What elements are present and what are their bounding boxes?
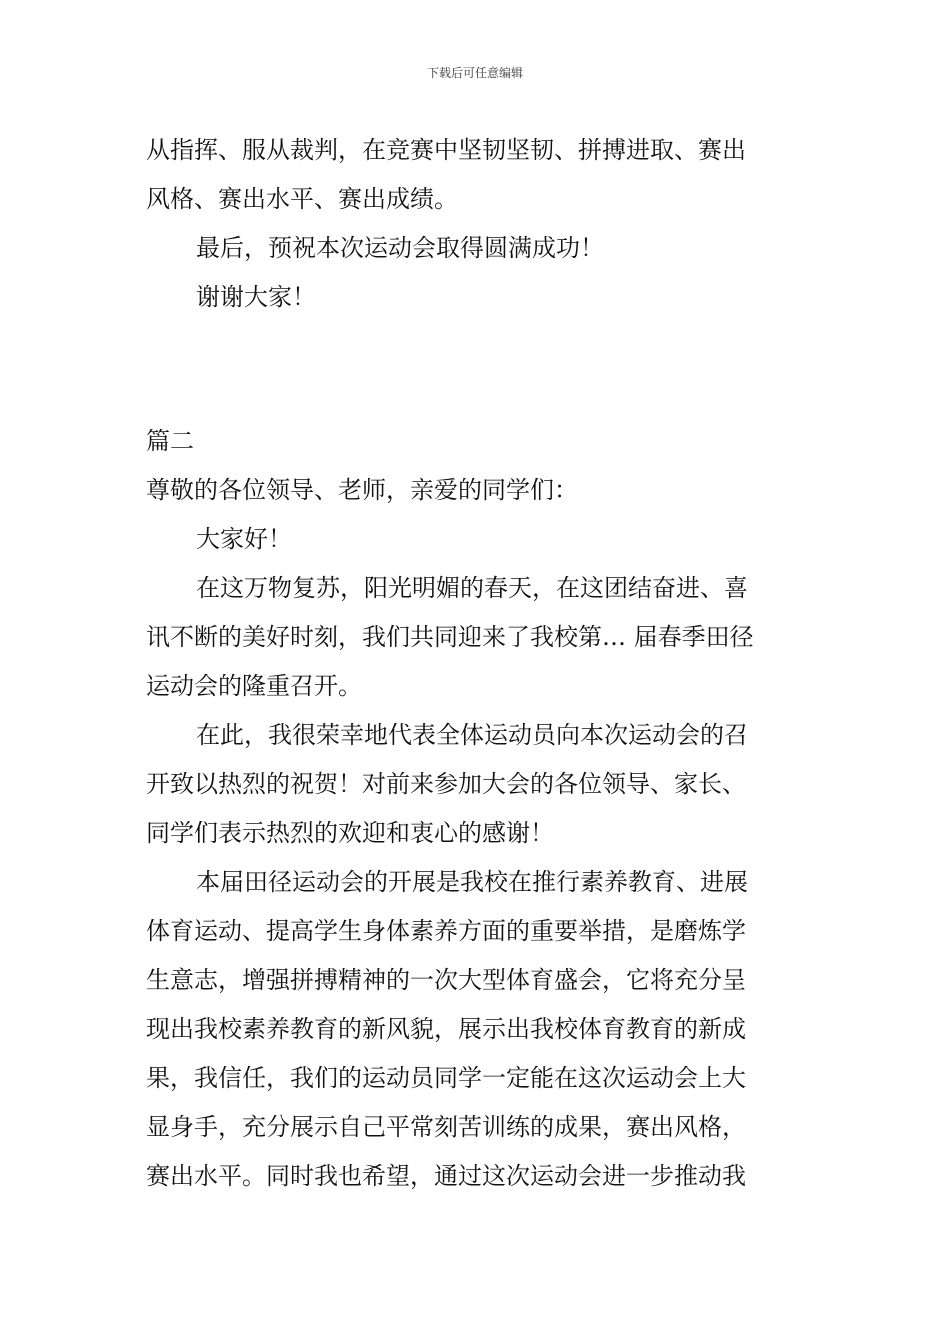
text-line: 讯不断的美好时刻，我们共同迎来了我校第… 届春季田径 xyxy=(146,623,754,651)
text-line: 在此，我很荣幸地代表全体运动员向本次运动会的召 xyxy=(196,721,748,749)
text-line: 本届田径运动会的开展是我校在推行素养教育、进展 xyxy=(196,868,748,896)
text-line: 运动会的隆重召开。 xyxy=(146,672,362,700)
text-line: 赛出水平。同时我也希望，通过这次运动会进一步推动我 xyxy=(146,1162,746,1190)
salutation: 尊敬的各位领导、老师，亲爱的同学们： xyxy=(146,476,578,504)
text-line: 果，我信任，我们的运动员同学一定能在这次运动会上大 xyxy=(146,1064,746,1092)
section-title: 篇二 xyxy=(146,427,194,455)
blank-line xyxy=(146,371,808,417)
text-line: 生意志，增强拼搏精神的一次大型体育盛会，它将充分呈 xyxy=(146,966,746,994)
text-line: 风格、赛出水平、赛出成绩。 xyxy=(146,185,458,213)
blank-line xyxy=(146,322,808,371)
page-header: 下载后可任意编辑 xyxy=(426,66,523,80)
text-line: 在这万物复苏，阳光明媚的春天，在这团结奋进、喜 xyxy=(196,574,748,602)
text-line: 体育运动、提高学生身体素养方面的重要举措，是磨炼学 xyxy=(146,917,746,945)
text-line: 同学们表示热烈的欢迎和衷心的感谢！ xyxy=(146,819,554,847)
text-line: 开致以热烈的祝贺！对前来参加大会的各位领导、家长、 xyxy=(146,770,746,798)
greeting: 大家好！ xyxy=(196,525,292,553)
text-line: 谢谢大家！ xyxy=(196,283,316,311)
text-line: 从指挥、服从裁判，在竞赛中坚韧坚韧、拼搏进取、赛出 xyxy=(146,136,746,164)
document-body xyxy=(146,126,808,1201)
text-line: 现出我校素养教育的新风貌，展示出我校体育教育的新成 xyxy=(146,1015,746,1043)
text-line: 显身手，充分展示自己平常刻苦训练的成果，赛出风格， xyxy=(146,1113,746,1141)
text-line: 最后，预祝本次运动会取得圆满成功！ xyxy=(196,234,604,262)
